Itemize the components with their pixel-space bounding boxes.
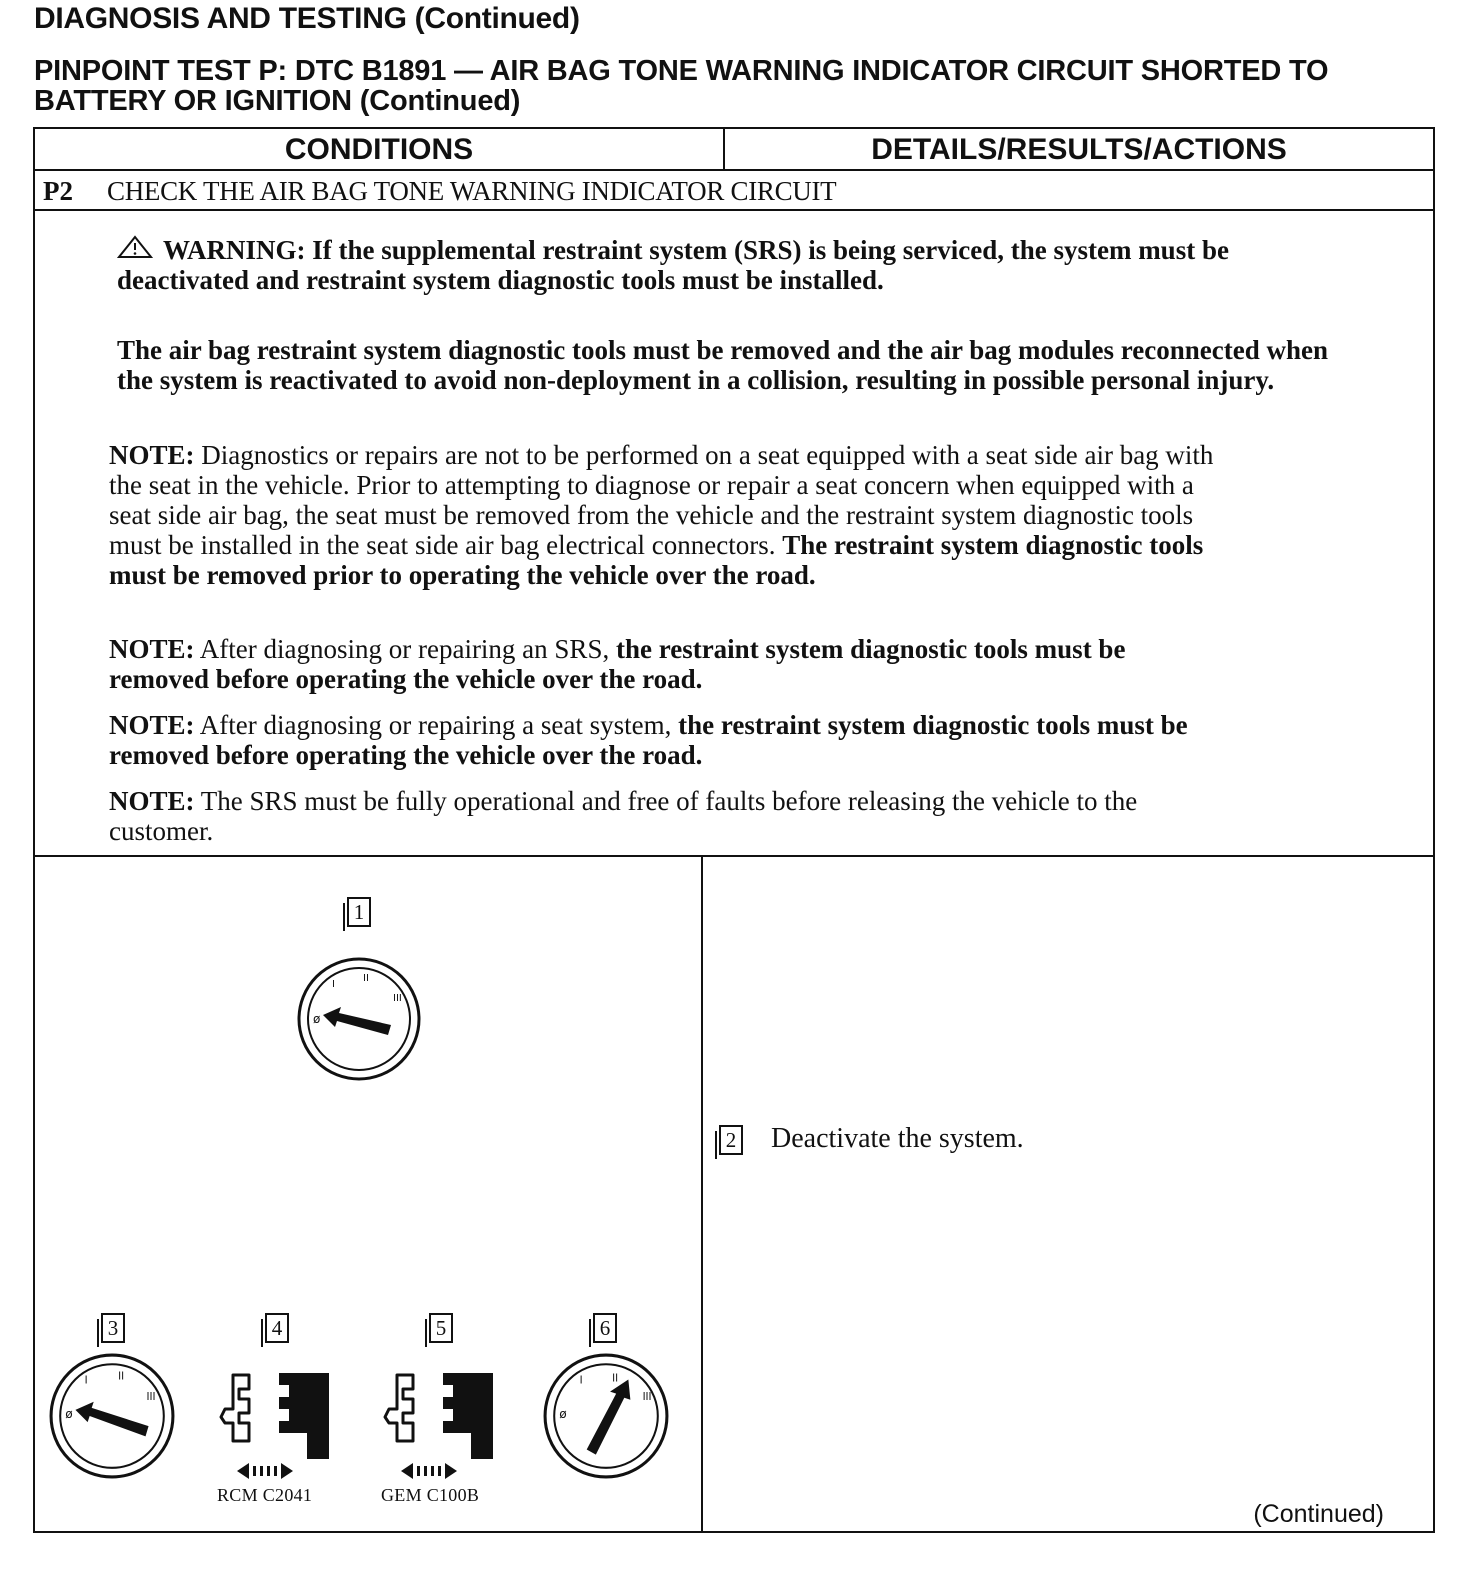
ignition-switch-off-icon-2 (47, 1351, 177, 1481)
ignition-switch-off-icon (295, 955, 423, 1083)
note-seat-side-airbag (109, 440, 1229, 590)
note-1-bold-text: The restraint system diagnostic tools must be removed prior to operating the vehicle over the road. (109, 530, 1204, 590)
gem-connector-label: GEM C100B (381, 1485, 480, 1505)
warning-triangle-icon (117, 235, 153, 259)
pinpoint-table (33, 127, 1435, 1533)
svg-text:ø: ø (559, 1407, 567, 1422)
note-label: NOTE: (109, 440, 195, 470)
action-deactivate-system: Deactivate the system. (771, 1123, 1024, 1154)
continued-label: (Continued) (1253, 1500, 1384, 1528)
svg-text:III: III (642, 1391, 652, 1403)
svg-text:II: II (363, 973, 369, 984)
svg-text:ø: ø (65, 1407, 73, 1422)
callout-6: 6 (593, 1313, 617, 1343)
callout-3: 3 (101, 1313, 125, 1343)
callout-5: 5 (429, 1313, 453, 1343)
step-number: P2 (43, 176, 73, 206)
note-label: NOTE: (109, 786, 195, 816)
gem-connector-disconnect-icon (375, 1353, 505, 1479)
svg-text:I: I (332, 979, 335, 990)
page-heading: DIAGNOSIS AND TESTING (Continued) (34, 2, 580, 35)
note-4-text: The SRS must be fully operational and free of faults before releasing the vehicle to the customer. (109, 786, 1138, 846)
svg-text:III: III (146, 1391, 156, 1403)
warning-srs-service (117, 235, 1317, 295)
note-2-text: After diagnosing or repairing an SRS, (199, 634, 610, 664)
svg-text:I: I (579, 1375, 583, 1387)
conditions-column-header: CONDITIONS (35, 129, 725, 171)
svg-text:ø: ø (313, 1012, 321, 1026)
step-title: CHECK THE AIR BAG TONE WARNING INDICATOR CIRCUIT (107, 176, 837, 206)
callout-4: 4 (265, 1313, 289, 1343)
callout-1: 1 (347, 897, 371, 927)
warning-1-text: WARNING: If the supplemental restraint system (SRS) is being serviced, the system must be deactivated and restraint system diagnostic tools must be installed. (117, 235, 1229, 295)
warning-notes-section (35, 211, 1433, 857)
details-column-header: DETAILS/RESULTS/ACTIONS (725, 129, 1433, 171)
details-panel (703, 857, 1433, 1531)
svg-text:I: I (84, 1375, 88, 1387)
note-label: NOTE: (109, 710, 195, 740)
warning-reactivation: The air bag restraint system diagnostic tools must be removed and the air bag modules reconnected when the system is reactivated to avoid non-deployment in a collision, resulting in possible personal injury. (117, 335, 1328, 395)
note-3-bold-text: the restraint system diagnostic tools must be removed before operating the vehicle over the road. (109, 710, 1188, 770)
pinpoint-test-title: PINPOINT TEST P: DTC B1891 — AIR BAG TONE WARNING INDICATOR CIRCUIT SHORTED TO BATTERY OR IGNITION (Continued) (34, 55, 1329, 117)
note-srs-operational (109, 786, 1229, 846)
step-row (35, 171, 1433, 211)
note-srs-tools (109, 634, 1229, 694)
illustration-panel (35, 857, 703, 1531)
svg-text:II: II (612, 1373, 619, 1385)
rcm-connector-label: RCM C2041 (217, 1485, 313, 1505)
note-label: NOTE: (109, 634, 195, 664)
note-3-text: After diagnosing or repairing a seat system, (199, 710, 672, 740)
svg-text:III: III (393, 993, 402, 1004)
note-2-bold-text: the restraint system diagnostic tools must be removed before operating the vehicle over the road. (109, 634, 1126, 694)
svg-text:II: II (118, 1371, 125, 1383)
ignition-switch-run-icon (541, 1351, 671, 1481)
rcm-connector-disconnect-icon (211, 1353, 341, 1479)
callout-2: 2 (719, 1125, 743, 1155)
note-1-text: Diagnostics or repairs are not to be performed on a seat equipped with a seat side air bag with the seat in the vehicle. Prior to attempting to diagnose or repair a seat concern when equipped with a seat side air bag, the seat must be removed from the vehicle and the restraint system diagnostic tools must be installed in the seat side air bag electrical connectors. (109, 440, 1214, 560)
note-seat-system-tools (109, 710, 1229, 770)
